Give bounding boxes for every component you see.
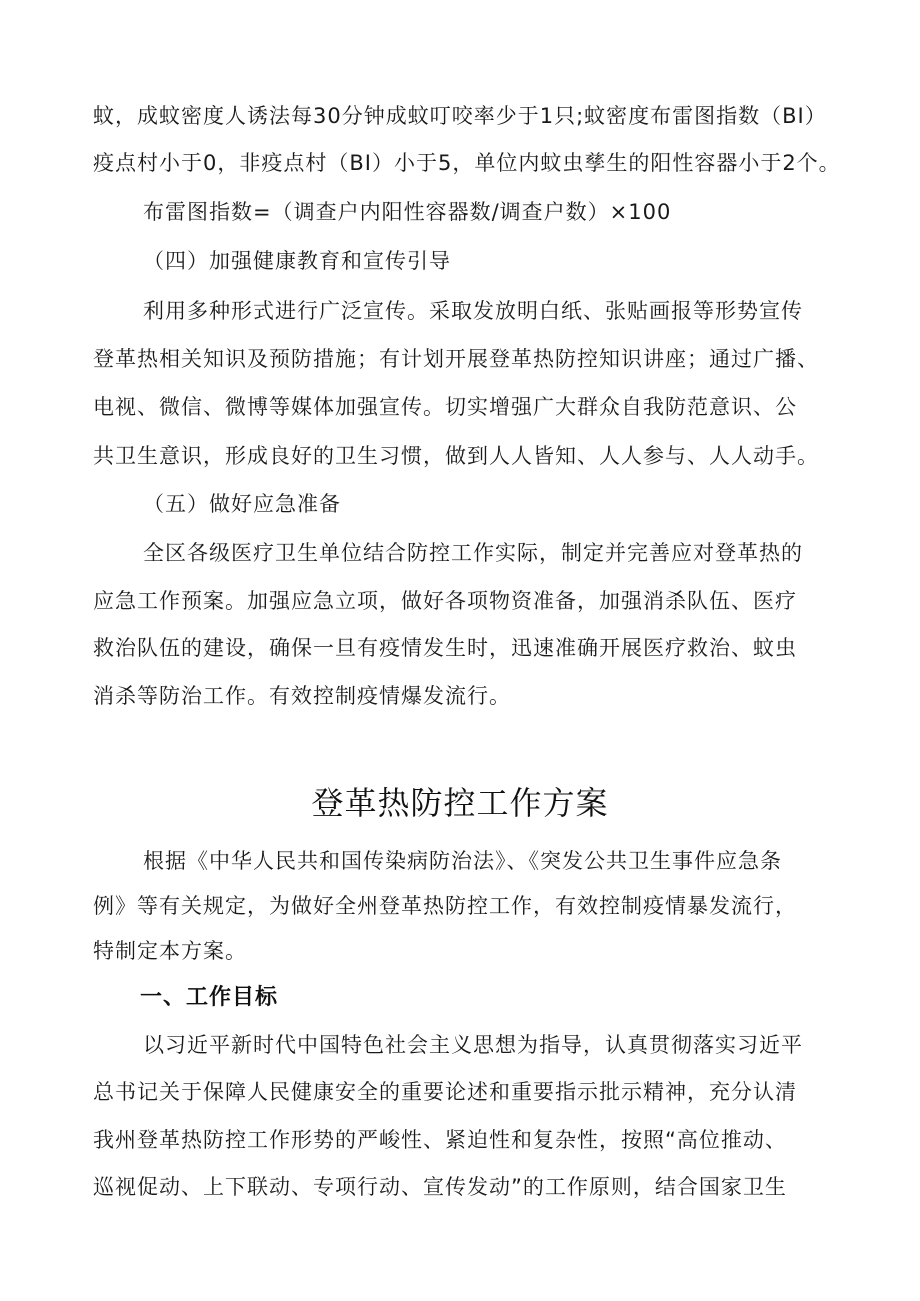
paragraph-line: 蚊，成蚊密度人诱法每30分钟成蚊叮咬率少于1只;蚊密度布雷图指数（BI）	[93, 104, 827, 128]
section-heading-5: （五）做好应急准备	[143, 492, 341, 516]
paragraph-line: 巡视促动、上下联动、专项行动、宣传发动”的工作原则，结合国家卫生	[93, 1175, 787, 1199]
paragraph-line: 消杀等防治工作。有效控制疫情爆发流行。	[93, 684, 511, 708]
paragraph-line: 全区各级医疗卫生单位结合防控工作实际，制定并完善应对登革热的	[143, 541, 803, 565]
paragraph-line: 我州登革热防控工作形势的严峻性、紧迫性和复杂性，按照“高位推动、	[93, 1128, 787, 1152]
paragraph-line: 共卫生意识，形成良好的卫生习惯，做到人人皆知、人人参与、人人动手。	[93, 444, 819, 468]
paragraph-line: 登革热相关知识及预防措施；有计划开展登革热防控知识讲座；通过广播、	[93, 347, 819, 371]
document-title: 登革热防控工作方案	[311, 784, 609, 822]
section-heading-4: （四）加强健康教育和宣传引导	[143, 249, 451, 273]
paragraph-line: 利用多种形式进行广泛宣传。采取发放明白纸、张贴画报等形势宣传	[143, 299, 803, 323]
paragraph-line: 救治队伍的建设，确保一旦有疫情发生时，迅速准确开展医疗救治、蚊虫	[93, 636, 797, 660]
paragraph-line: 以习近平新时代中国特色社会主义思想为指导，认真贯彻落实习近平	[143, 1033, 803, 1057]
paragraph-line: 根据《中华人民共和国传染病防治法》、《突发公共卫生事件应急条	[143, 849, 782, 873]
section-heading-goal: 一、工作目标	[140, 985, 279, 1010]
paragraph-line: 电视、微信、微博等媒体加强宣传。切实增强广大群众自我防范意识、公	[93, 395, 797, 419]
paragraph-line: 应急工作预案。加强应急立项，做好各项物资准备，加强消杀队伍、医疗	[93, 589, 797, 613]
paragraph-line: 例》等有关规定，为做好全州登革热防控工作，有效控制疫情暴发流行，	[93, 894, 797, 918]
paragraph-line: 特制定本方案。	[93, 939, 247, 963]
formula-line: 布雷图指数=（调查户内阳性容器数/调查户数）×100	[143, 200, 672, 224]
paragraph-line: 疫点村小于0，非疫点村（BI）小于5，单位内蚊虫孳生的阳性容器小于2个。	[93, 151, 841, 175]
paragraph-line: 总书记关于保障人民健康安全的重要论述和重要指示批示精神，充分认清	[93, 1080, 797, 1104]
